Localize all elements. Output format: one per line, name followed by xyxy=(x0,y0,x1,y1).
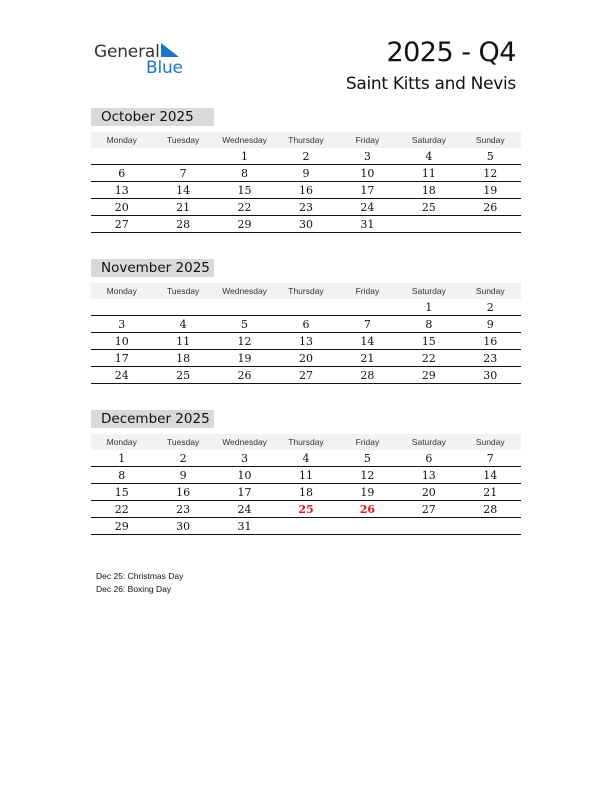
day-cell: 16 xyxy=(176,486,191,499)
day-cell: 22 xyxy=(114,503,129,516)
day-cell: 9 xyxy=(302,167,310,180)
day-cell xyxy=(460,216,521,232)
day-cell: 12 xyxy=(360,469,375,482)
day-cell: 14 xyxy=(360,335,375,348)
day-cell: 29 xyxy=(114,520,129,533)
day-cell: 3 xyxy=(241,452,249,465)
weekday-label: Wednesday xyxy=(222,286,267,296)
day-cell: 21 xyxy=(176,201,191,214)
weekday-header-row xyxy=(91,283,521,299)
holiday-note: Dec 25: Christmas Day xyxy=(96,571,184,581)
day-cell: 4 xyxy=(302,452,310,465)
day-cell: 18 xyxy=(176,352,191,365)
day-cell: 13 xyxy=(421,469,436,482)
day-cell: 7 xyxy=(179,167,187,180)
weekday-label: Monday xyxy=(106,286,137,296)
day-cell xyxy=(152,299,213,315)
day-cell: 31 xyxy=(360,218,375,231)
day-cell: 24 xyxy=(114,369,129,382)
day-cell: 20 xyxy=(298,352,313,365)
day-cell: 15 xyxy=(421,335,436,348)
week-row xyxy=(91,316,521,333)
day-cell: 15 xyxy=(237,184,252,197)
day-cell: 28 xyxy=(176,218,191,231)
weekday-header-row xyxy=(91,434,521,450)
day-cell: 17 xyxy=(237,486,252,499)
day-cell: 9 xyxy=(179,469,187,482)
day-cell: 23 xyxy=(483,352,498,365)
day-cell: 26 xyxy=(237,369,252,382)
weekday-label: Sunday xyxy=(475,286,505,296)
month-name: December 2025 xyxy=(91,410,214,428)
day-cell xyxy=(398,518,459,534)
day-cell: 29 xyxy=(237,218,252,231)
day-cell: 31 xyxy=(237,520,252,533)
page-title: 2025 - Q4 xyxy=(386,37,516,68)
day-cell: 6 xyxy=(425,452,433,465)
weekday-label: Tuesday xyxy=(166,437,200,447)
logo-triangle-icon xyxy=(161,43,181,59)
day-cell: 27 xyxy=(298,369,313,382)
country-name: Saint Kitts and Nevis xyxy=(345,74,516,94)
weekday-header-row xyxy=(91,132,521,148)
day-cell: 21 xyxy=(360,352,375,365)
weekday-label: Sunday xyxy=(475,135,505,145)
day-cell: 18 xyxy=(298,486,313,499)
day-cell: 13 xyxy=(114,184,129,197)
day-cell: 23 xyxy=(176,503,191,516)
week-row xyxy=(91,450,521,467)
day-cell: 19 xyxy=(237,352,252,365)
day-cell: 5 xyxy=(486,150,494,163)
day-cell: 24 xyxy=(360,201,375,214)
holiday-notes xyxy=(96,570,183,595)
day-cell xyxy=(337,518,398,534)
day-cell: 21 xyxy=(483,486,498,499)
day-cell: 29 xyxy=(421,369,436,382)
day-cell: 25 xyxy=(176,369,191,382)
month-calendar xyxy=(91,108,521,233)
holiday-day-cell: 25 xyxy=(298,503,314,516)
week-row xyxy=(91,182,521,199)
weekday-label: Thursday xyxy=(288,135,324,145)
week-row xyxy=(91,148,521,165)
day-cell: 1 xyxy=(118,452,126,465)
day-cell: 1 xyxy=(241,150,249,163)
week-row xyxy=(91,467,521,484)
weekday-label: Friday xyxy=(355,286,380,296)
weekday-label: Tuesday xyxy=(166,286,200,296)
day-cell: 11 xyxy=(421,167,436,180)
week-row xyxy=(91,165,521,182)
day-cell: 11 xyxy=(298,469,313,482)
month-calendar xyxy=(91,259,521,384)
day-cell: 30 xyxy=(483,369,498,382)
day-cell: 30 xyxy=(298,218,313,231)
weekday-label: Wednesday xyxy=(222,135,267,145)
weekday-label: Friday xyxy=(355,437,380,447)
day-cell xyxy=(337,299,398,315)
day-cell: 18 xyxy=(421,184,436,197)
day-cell: 8 xyxy=(241,167,249,180)
weekday-label: Saturday xyxy=(411,437,446,447)
day-cell xyxy=(91,299,152,315)
day-cell: 8 xyxy=(425,318,433,331)
day-cell xyxy=(91,148,152,164)
day-cell: 22 xyxy=(421,352,436,365)
week-row xyxy=(91,501,521,518)
day-cell: 17 xyxy=(360,184,375,197)
generalblue-logo xyxy=(94,40,194,80)
day-cell: 26 xyxy=(483,201,498,214)
day-cell: 27 xyxy=(421,503,436,516)
month-name: October 2025 xyxy=(91,108,214,126)
week-row xyxy=(91,199,521,216)
day-cell: 16 xyxy=(483,335,498,348)
day-cell: 7 xyxy=(486,452,494,465)
day-cell: 10 xyxy=(360,167,375,180)
day-cell xyxy=(275,518,336,534)
day-cell: 6 xyxy=(302,318,310,331)
week-row xyxy=(91,299,521,316)
week-row xyxy=(91,367,521,384)
day-cell: 9 xyxy=(486,318,494,331)
day-cell: 14 xyxy=(483,469,498,482)
day-cell: 4 xyxy=(179,318,187,331)
day-cell: 19 xyxy=(360,486,375,499)
weekday-label: Wednesday xyxy=(222,437,267,447)
day-cell: 24 xyxy=(237,503,252,516)
day-cell: 11 xyxy=(176,335,191,348)
week-row xyxy=(91,216,521,233)
day-cell: 28 xyxy=(483,503,498,516)
day-cell: 28 xyxy=(360,369,375,382)
weekday-label: Monday xyxy=(106,135,137,145)
weekday-label: Monday xyxy=(106,437,137,447)
day-cell: 20 xyxy=(421,486,436,499)
day-cell: 27 xyxy=(114,218,129,231)
weekday-label: Tuesday xyxy=(166,135,200,145)
day-cell: 12 xyxy=(237,335,252,348)
day-cell: 3 xyxy=(363,150,371,163)
day-cell: 20 xyxy=(114,201,129,214)
holiday-day-cell: 26 xyxy=(359,503,376,516)
day-cell: 14 xyxy=(176,184,191,197)
day-cell xyxy=(214,299,275,315)
logo-word-general: General xyxy=(94,42,160,62)
day-cell: 19 xyxy=(483,184,498,197)
weekday-label: Thursday xyxy=(288,437,324,447)
week-row xyxy=(91,518,521,535)
day-cell: 8 xyxy=(118,469,126,482)
month-calendar xyxy=(91,410,521,535)
day-cell: 6 xyxy=(118,167,126,180)
day-cell: 13 xyxy=(298,335,313,348)
day-cell: 7 xyxy=(363,318,371,331)
month-name: November 2025 xyxy=(91,259,214,277)
holiday-note: Dec 26: Boxing Day xyxy=(96,583,172,594)
day-cell: 30 xyxy=(176,520,191,533)
day-cell: 2 xyxy=(486,301,494,314)
day-cell: 1 xyxy=(425,301,433,314)
day-cell: 5 xyxy=(363,452,371,465)
day-cell: 16 xyxy=(298,184,313,197)
day-cell xyxy=(275,299,336,315)
day-cell xyxy=(460,518,521,534)
day-cell xyxy=(152,148,213,164)
day-cell: 12 xyxy=(483,167,498,180)
day-cell: 2 xyxy=(179,452,187,465)
day-cell: 15 xyxy=(114,486,129,499)
weekday-label: Sunday xyxy=(475,437,505,447)
week-row xyxy=(91,350,521,367)
day-cell xyxy=(398,216,459,232)
day-cell: 2 xyxy=(302,150,310,163)
day-cell: 4 xyxy=(425,150,433,163)
weekday-label: Saturday xyxy=(411,135,446,145)
weekday-label: Thursday xyxy=(288,286,324,296)
day-cell: 22 xyxy=(237,201,252,214)
day-cell: 23 xyxy=(298,201,313,214)
week-row xyxy=(91,484,521,501)
week-row xyxy=(91,333,521,350)
logo-word-blue: Blue xyxy=(146,58,183,78)
day-cell: 5 xyxy=(241,318,249,331)
weekday-label: Friday xyxy=(355,135,380,145)
weekday-label: Saturday xyxy=(411,286,446,296)
day-cell: 10 xyxy=(237,469,252,482)
day-cell: 17 xyxy=(114,352,129,365)
day-cell: 25 xyxy=(421,201,436,214)
day-cell: 3 xyxy=(118,318,126,331)
day-cell: 10 xyxy=(114,335,129,348)
